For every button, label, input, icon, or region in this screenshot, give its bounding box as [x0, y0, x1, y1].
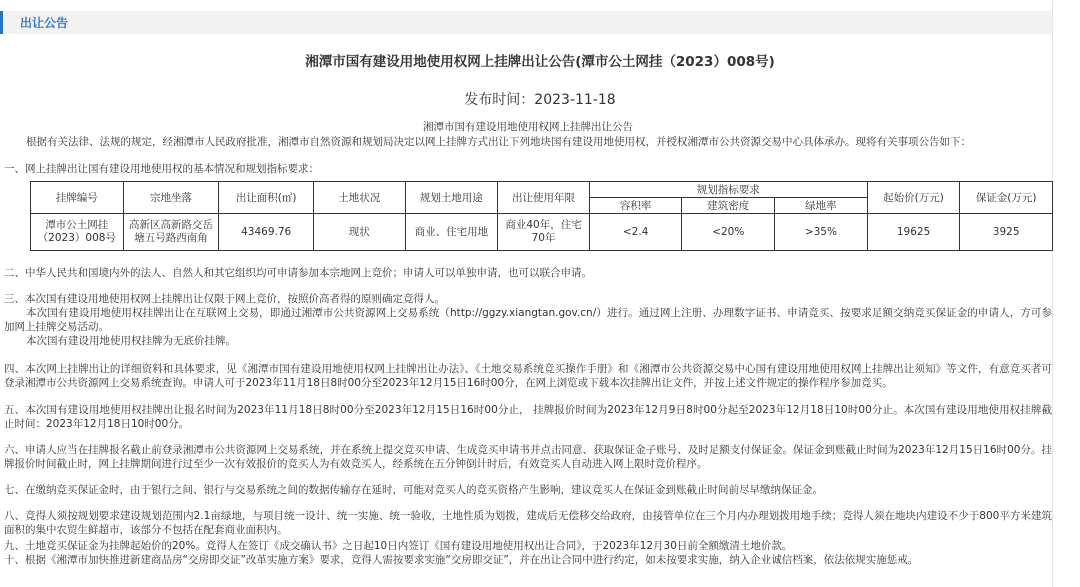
cell-term: 商业40年，住宅70年	[498, 214, 590, 251]
section-1-heading: 一、网上挂牌出让国有建设用地使用权的基本情况和规划指标要求：	[4, 163, 319, 175]
header-far: 容积率	[589, 198, 682, 214]
paragraph-10: 十、根据《湘潭市加快推进新建商品房“交房即交证”改革实施方案》要求，竞得人需按要求实施“交房即交证”，并在出让合同中进行约定，如未按要求实施，纳入企业诚信档案，依法依规实施惩戒。	[4, 554, 919, 566]
table-row	[31, 214, 1053, 251]
paragraph-2: 二、中华人民共和国境内外的法人、自然人和其它组织均可申请参加本宗地网上竞价；申请人可以单独申请，也可以联合申请。	[4, 267, 592, 279]
paragraph-3a: 三、本次国有建设用地使用权网上挂牌出让仅限于网上竞价，按照价高者得的原则确定竞得人。	[4, 293, 445, 305]
cell-deposit: 3925	[960, 214, 1053, 251]
header-code: 挂牌编号	[31, 182, 124, 214]
header-condition: 土地状况	[314, 182, 406, 214]
cell-green: >35%	[775, 214, 868, 251]
header-area: 出让面积(㎡)	[219, 182, 314, 214]
cell-area: 43469.76	[219, 214, 314, 251]
header-planning: 规划指标要求	[589, 182, 867, 198]
paragraph-7: 七、在缴纳竞买保证金时，由于银行之间、银行与交易系统之间的数据传输存在延时，可能对竞买人的竞买资格产生影响，建议竞买人在保证金到账截止时间前尽早缴纳保证金。	[4, 484, 823, 496]
cell-code: 潭市公土网挂（2023）008号	[31, 214, 124, 251]
cell-condition: 现状	[314, 214, 406, 251]
cell-far: <2.4	[589, 214, 682, 251]
paragraph-3b: 本次国有建设用地使用权挂牌出让在互联网上交易，即通过湘潭市公共资源网上交易系统（http://ggzy.xiangtan.gov.cn/）进行。通过网上注册、办理数字证书、申请竞买、按要求足额交纳竞买保证金的申请人，方可参加网上挂牌交易活动。	[4, 307, 1052, 333]
header-location: 宗地坐落	[123, 182, 219, 214]
announcement-title: 湘潭市国有建设用地使用权网上挂牌出让公告(潭市公土网挂（2023）008号)	[305, 54, 775, 70]
cell-location: 高新区高新路交岳塘五号路西南角	[123, 214, 219, 251]
cell-start-price: 19625	[867, 214, 960, 251]
section-header	[0, 11, 1052, 34]
table-header-row	[31, 182, 1053, 198]
header-deposit: 保证金(万元)	[960, 182, 1053, 214]
paragraph-5: 五、本次国有建设用地使用权挂牌出让报名时间为2023年11月18日8时00分至2023年12月15日16时00分止， 挂牌报价时间为2023年12月9日8时00分起至2023年12月18日10时00分止。本次国有建设用地使用权挂牌截止时间：2023年12月18日10时00分。	[4, 404, 1052, 430]
paragraph-4: 四、本次网上挂牌出让的详细资料和具体要求，见《湘潭市国有建设用地使用权网上挂牌出让办法》、《土地交易系统竞买操作手册》和《湘潭市公共资源交易中心国有建设用地使用权网上挂牌出让须知》等文件，有意竞买者可登录湘潭市公共资源网上交易系统查询。申请人可于2023年11月18日8时00分至2023年12月15日16时00分，在网上浏览或下载本次挂牌出让文件，并按上述文件规定的操作程序参加竞买。	[4, 363, 1052, 389]
land-info-table	[30, 181, 1053, 251]
paragraph-6: 六、申请人应当在挂牌报名截止前登录湘潭市公共资源网上交易系统，并在系统上提交竞买申请、生成竞买申请书并点击同意、获取保证金子账号、及时足额支付保证金。保证金到账截止时间为2023年12月15日16时00分。挂牌报价时间截止时，网上挂牌期间进行过至少一次有效报价的竞买人为有效竞买人，经系统在五分钟倒计时后，有效竞买人自动进入网上限时竞价程序。	[4, 444, 1052, 470]
intro-paragraph: 根据有关法律、法规的规定，经湘潭市人民政府批准，湘潭市自然资源和规划局决定以网上挂牌方式出让下列地块国有建设用地使用权，并授权湘潭市公共资源交易中心具体承办。现将有关事项公告如下：	[26, 136, 971, 148]
publish-time: 发布时间：2023-11-18	[464, 92, 616, 108]
section-header-label: 出让公告	[20, 16, 69, 30]
cell-density: <20%	[682, 214, 775, 251]
paragraph-8: 八、竞得人须按规划要求建设规划范围内2.1亩绿地，与项目统一设计、统一实施、统一验收，土地性质为划拨，建成后无偿移交给政府，由接管单位在三个月内办理划拨用地手续；竞得人须在地块内建设不少于800平方米建筑面积的集中农贸生鲜超市，该部分不包括在配套商业面积内。	[4, 510, 1052, 536]
announcement-subtitle: 湘潭市国有建设用地使用权网上挂牌出让公告	[423, 121, 633, 133]
cell-use: 商业、住宅用地	[405, 214, 498, 251]
header-term: 出让使用年限	[498, 182, 590, 214]
header-density: 建筑密度	[682, 198, 775, 214]
paragraph-9: 九、土地竞买保证金为挂牌起始价的20%。竞得人在签订《成交确认书》之日起10日内签订《国有建设用地使用权出让合同》，于2023年12月30日前全额缴清土地价款。	[4, 540, 793, 552]
header-start-price: 起始价(万元)	[867, 182, 960, 214]
header-use: 规划土地用途	[405, 182, 498, 214]
header-green: 绿地率	[775, 198, 868, 214]
paragraph-3c: 本次国有建设用地使用权挂牌为无底价挂牌。	[26, 335, 236, 347]
